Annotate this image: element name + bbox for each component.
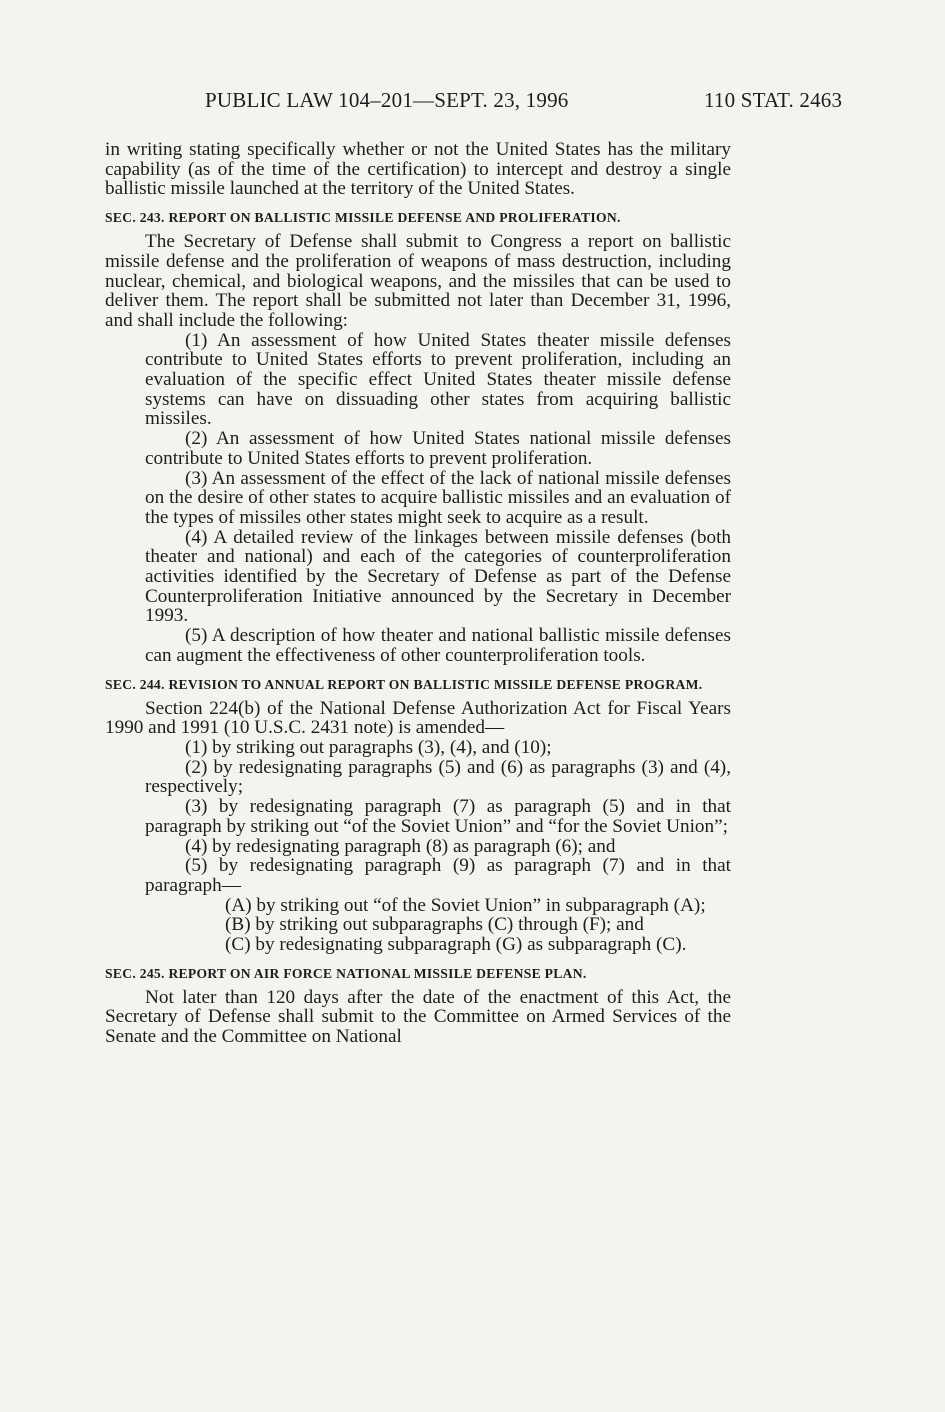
section-heading-244 <box>105 676 731 693</box>
section-244-subitem-a: (A) by striking out “of the Soviet Union” in subparagraph (A); <box>225 894 706 916</box>
section-243-item-5: (5) A description of how theater and national ballistic missile defenses can augment the effectiveness of other counterproliferation tools. <box>145 625 731 666</box>
document-body <box>105 140 731 1047</box>
section-244-body: Section 224(b) of the National Defense Authorization Act for Fiscal Years 1990 and 1991 (10 U.S.C. 2431 note) is amended— <box>105 697 731 739</box>
section-243-item-1: (1) An assessment of how United States theater missile defenses contribute to United States efforts to prevent proliferation, including an evaluation of the specific effect United States theater missile defense systems can have on dissuading other states from acquiring ballistic missiles. <box>145 329 731 430</box>
header-title: PUBLIC LAW 104–201—SEPT. 23, 1996 <box>205 88 569 112</box>
section-244-item-2: (2) by redesignating paragraphs (5) and (6) as paragraphs (3) and (4), respectively; <box>145 756 731 798</box>
intro-paragraph: in writing stating specifically whether or not the United States has the military capability (as of the time of the certification) to intercept and destroy a single ballistic missile launched at the territory of the United States. <box>105 139 731 200</box>
section-243-item-3: (3) An assessment of the effect of the lack of national missile defenses on the desire of other states to acquire ballistic missiles and an evaluation of the types of missiles other states might seek to acquire as a result. <box>145 467 731 528</box>
section-244-item-5: (5) by redesignating paragraph (9) as paragraph (7) and in that paragraph— <box>145 855 731 896</box>
section-heading-245 <box>105 965 731 982</box>
section-heading-243 <box>105 209 731 226</box>
section-title: REPORT ON BALLISTIC MISSILE DEFENSE AND PROLIFERATION. <box>168 210 621 226</box>
section-title: REPORT ON AIR FORCE NATIONAL MISSILE DEFENSE PLAN. <box>168 965 587 981</box>
section-number: SEC. 245. <box>105 965 165 981</box>
header-stat-page: 110 STAT. 2463 <box>704 88 843 112</box>
section-number: SEC. 244. <box>105 676 165 692</box>
section-244-item-3: (3) by redesignating paragraph (7) as paragraph (5) and in that paragraph by striking out “of the Soviet Union” and “for the Soviet Union”; <box>145 796 731 837</box>
section-number: SEC. 243. <box>105 210 165 226</box>
section-244-item-1: (1) by striking out paragraphs (3), (4), and (10); <box>185 736 552 758</box>
section-244-subitem-c: (C) by redesignating subparagraph (G) as subparagraph (C). <box>225 934 687 956</box>
section-244-subitem-b: (B) by striking out subparagraphs (C) through (F); and <box>225 914 644 936</box>
section-243-body: The Secretary of Defense shall submit to Congress a report on ballistic missile defense and the proliferation of weapons of mass destruction, including nuclear, chemical, and biological weapons, and the missiles that can be used to deliver them. The report shall be submitted not later than December 31, 1996, and shall include the following: <box>105 231 731 331</box>
section-title: REVISION TO ANNUAL REPORT ON BALLISTIC MISSILE DEFENSE PROGRAM. <box>168 676 703 692</box>
section-243-item-4: (4) A detailed review of the linkages between missile defenses (both theater and national) and each of the categories of counterproliferation activities identified by the Secretary of Defense as part of the Defense Counterproliferation Initiative announced by the Secretary in December 1993. <box>145 526 731 627</box>
section-244-item-4: (4) by redesignating paragraph (8) as paragraph (6); and <box>185 835 616 857</box>
section-245-body: Not later than 120 days after the date of the enactment of this Act, the Secretary of Defense shall submit to the Committee on Armed Services of the Senate and the Committee on National <box>105 986 731 1048</box>
section-243-item-2: (2) An assessment of how United States national missile defenses contribute to United States efforts to prevent proliferation. <box>145 428 731 469</box>
page-header <box>0 88 945 118</box>
